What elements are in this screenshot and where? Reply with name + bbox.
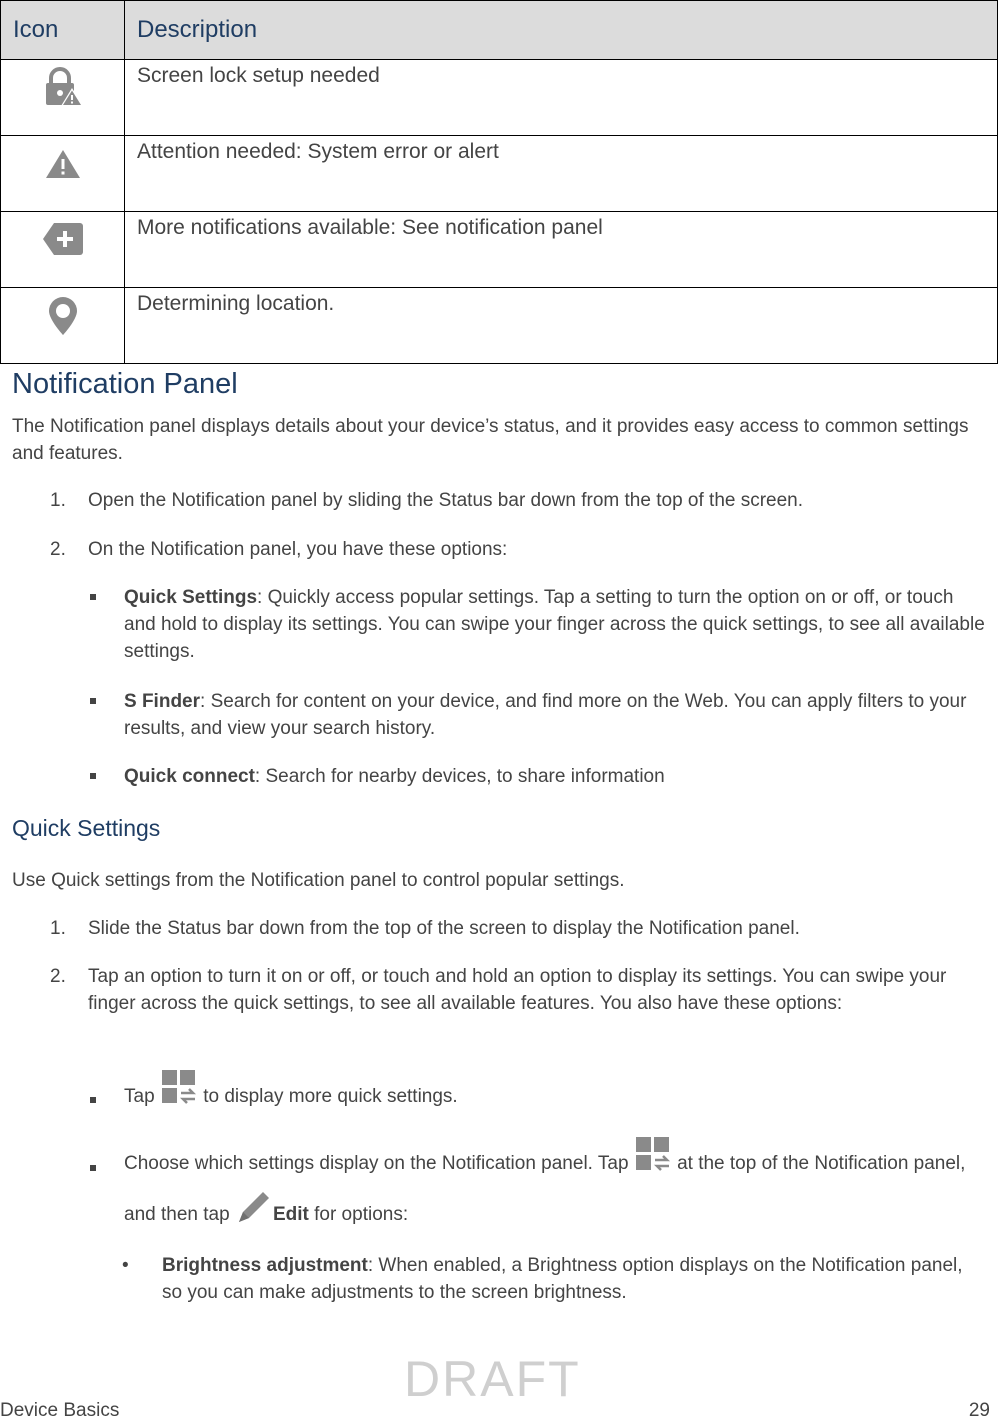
column-header-description: Description	[125, 1, 998, 60]
notification-panel-heading: Notification Panel	[12, 368, 238, 400]
icon-table	[0, 0, 998, 364]
table-row	[1, 288, 998, 364]
bullet-icon	[88, 1155, 100, 1182]
quick-settings-heading: Quick Settings	[12, 815, 161, 841]
pencil-icon	[235, 1188, 273, 1226]
warning-triangle-icon	[43, 143, 83, 183]
step-number: 1.	[50, 918, 66, 939]
step-text: On the Notification panel, you have these options:	[88, 539, 508, 560]
notification-panel-intro: The Notification panel displays details about your device’s status, and it provides easy access to common settings and features.	[12, 416, 969, 464]
table-row	[1, 60, 998, 136]
option-term: S Finder	[124, 691, 201, 712]
bullet-icon	[88, 763, 100, 790]
edit-label: Edit	[272, 1204, 309, 1225]
description-cell: Determining location.	[125, 288, 998, 364]
bullet-icon	[88, 584, 100, 611]
grid-edit-icon	[160, 1068, 198, 1108]
option-brightness	[162, 1252, 982, 1306]
option-text: : Search for nearby devices, to share information	[254, 766, 665, 787]
page-number: 29	[968, 1400, 990, 1421]
choose-text-pre: Choose which settings display on the Notification panel. Tap	[124, 1153, 634, 1174]
more-notifications-icon	[42, 219, 84, 259]
tap-text-post: to display more quick settings.	[197, 1086, 458, 1107]
option-term: Quick connect	[124, 766, 255, 787]
bullet-icon	[88, 1087, 100, 1114]
column-header-icon: Icon	[1, 1, 125, 60]
option-term: Quick Settings	[124, 587, 258, 608]
icon-cell	[1, 288, 125, 364]
option-text: : When enabled, a Brightness option displays on the Notification panel, so you can make adjustments to the screen brightness.	[162, 1255, 963, 1303]
choose-settings-item	[124, 1135, 989, 1239]
bullet-icon	[88, 688, 100, 715]
table-row	[1, 136, 998, 212]
tap-more-item	[124, 1068, 989, 1117]
choose-text-post: for options:	[308, 1204, 409, 1225]
icon-cell	[1, 212, 125, 288]
table-row	[1, 212, 998, 288]
icon-cell	[1, 136, 125, 212]
description-cell: Attention needed: System error or alert	[125, 136, 998, 212]
icon-cell	[1, 60, 125, 136]
step-text: Open the Notification panel by sliding the Status bar down from the top of the screen.	[88, 490, 804, 511]
footer-section: Device Basics	[0, 1400, 120, 1421]
step-text: Slide the Status bar down from the top of the screen to display the Notification panel.	[88, 918, 800, 939]
dot-bullet: •	[122, 1255, 129, 1276]
step-text: Tap an option to turn it on or off, or touch and hold an option to display its settings. You can swipe your finger across the quick settings, to see all available features. You also have these options:	[88, 966, 947, 1014]
quick-settings-intro: Use Quick settings from the Notification panel to control popular settings.	[12, 870, 625, 891]
option-quick-connect	[124, 763, 989, 790]
step-number: 1.	[50, 490, 66, 511]
choose-text-mid: at the top of the Notification panel, and then tap	[124, 1153, 966, 1225]
description-cell: Screen lock setup needed	[125, 60, 998, 136]
location-pin-icon	[46, 295, 80, 337]
option-text: : Search for content on your device, and find more on the Web. You can apply filters to your results, and view your search history.	[124, 691, 967, 739]
draft-watermark: DRAFT	[404, 1351, 581, 1407]
tap-text-pre: Tap	[124, 1086, 160, 1107]
lock-warning-icon	[42, 67, 84, 107]
option-text: : Quickly access popular settings. Tap a setting to turn the option on or off, or touch and hold to display its settings. You can swipe your finger across the quick settings, to see all available settings.	[124, 587, 985, 662]
option-term: Brightness adjustment	[162, 1255, 368, 1276]
step-number: 2.	[50, 966, 66, 987]
option-quick-settings	[124, 584, 989, 665]
table-header-row	[1, 1, 998, 60]
grid-edit-icon	[634, 1135, 672, 1175]
step-number: 2.	[50, 539, 66, 560]
description-cell: More notifications available: See notification panel	[125, 212, 998, 288]
option-s-finder	[124, 688, 989, 742]
